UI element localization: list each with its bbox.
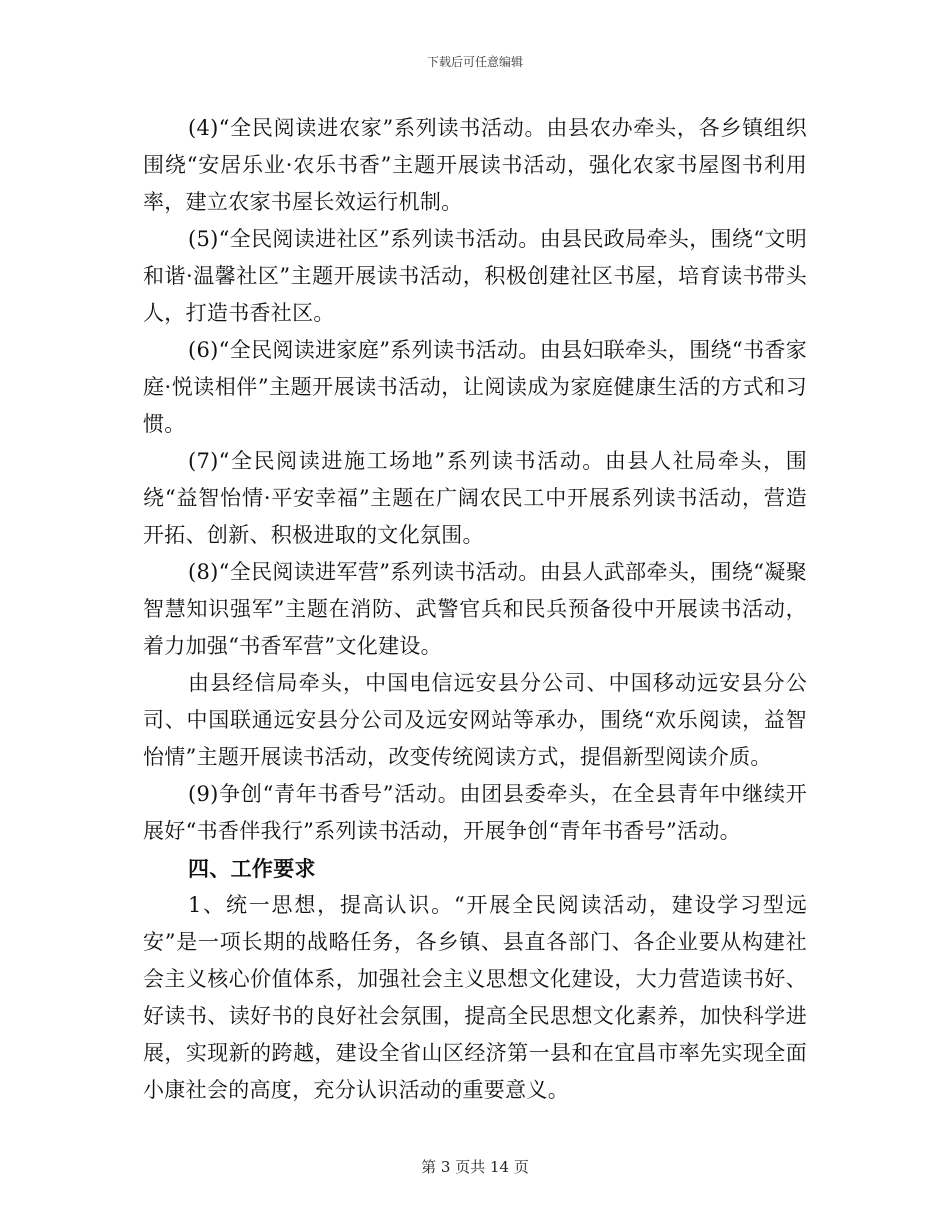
- paragraph-digital-reading: 由县经信局牵头，中国电信远安县分公司、中国移动远安县分公司、中国联通远安县分公司及远安网站等承办，围绕“欢乐阅读，益智怡情”主题开展读书活动，改变传统阅读方式，提倡新型阅读介质。: [143, 671, 807, 769]
- page-header: 下载后可任意编辑: [426, 55, 523, 69]
- section-heading-work-requirements: 四、工作要求: [188, 856, 316, 881]
- paragraph-reading-in-farm-homes: (4)“全民阅读进农家”系列读书活动。由县农办牵头，各乡镇组织围绕“安居乐业·农乐书香”主题开展读书活动，强化农家书屋图书利用率，建立农家书屋长效运行机制。: [143, 116, 807, 214]
- paragraph-reading-in-communities: (5)“全民阅读进社区”系列读书活动。由县民政局牵头，围绕“文明和谐·温馨社区”主题开展读书活动，积极创建社区书屋，培育读书带头人，打造书香社区。: [143, 227, 807, 325]
- paragraph-youth-book-campaign: (9)争创“青年书香号”活动。由团县委牵头，在全县青年中继续开展好“书香伴我行”系列读书活动，开展争创“青年书香号”活动。: [143, 782, 807, 843]
- paragraph-unify-thinking: 1、统一思想，提高认识。“开展全民阅读活动，建设学习型远安”是一项长期的战略任务，各乡镇、县直各部门、各企业要从构建社会主义核心价值体系，加强社会主义思想文化建设，大力营造读书好、好读书、读好书的良好社会氛围，提高全民思想文化素养，加快科学进展，实现新的跨越，建设全省山区经济第一县和在宜昌市率先实现全面小康社会的高度，充分认识活动的重要意义。: [143, 893, 807, 1102]
- paragraph-reading-in-families: (6)“全民阅读进家庭”系列读书活动。由县妇联牵头，围绕“书香家庭·悦读相伴”主题开展读书活动，让阅读成为家庭健康生活的方式和习惯。: [143, 338, 807, 436]
- paragraph-reading-in-construction-sites: (7)“全民阅读进施工场地”系列读书活动。由县人社局牵头，围绕“益智怡情·平安幸福”主题在广阔农民工中开展系列读书活动，营造开拓、创新、积极进取的文化氛围。: [143, 449, 807, 547]
- document-body: [143, 110, 807, 1109]
- paragraph-reading-in-barracks: (8)“全民阅读进军营”系列读书活动。由县人武部牵头，围绕“凝聚智慧知识强军”主题在消防、武警官兵和民兵预备役中开展读书活动，着力加强“书香军营”文化建设。: [143, 560, 807, 658]
- page-number-footer: 第 3 页共 14 页: [421, 1158, 529, 1176]
